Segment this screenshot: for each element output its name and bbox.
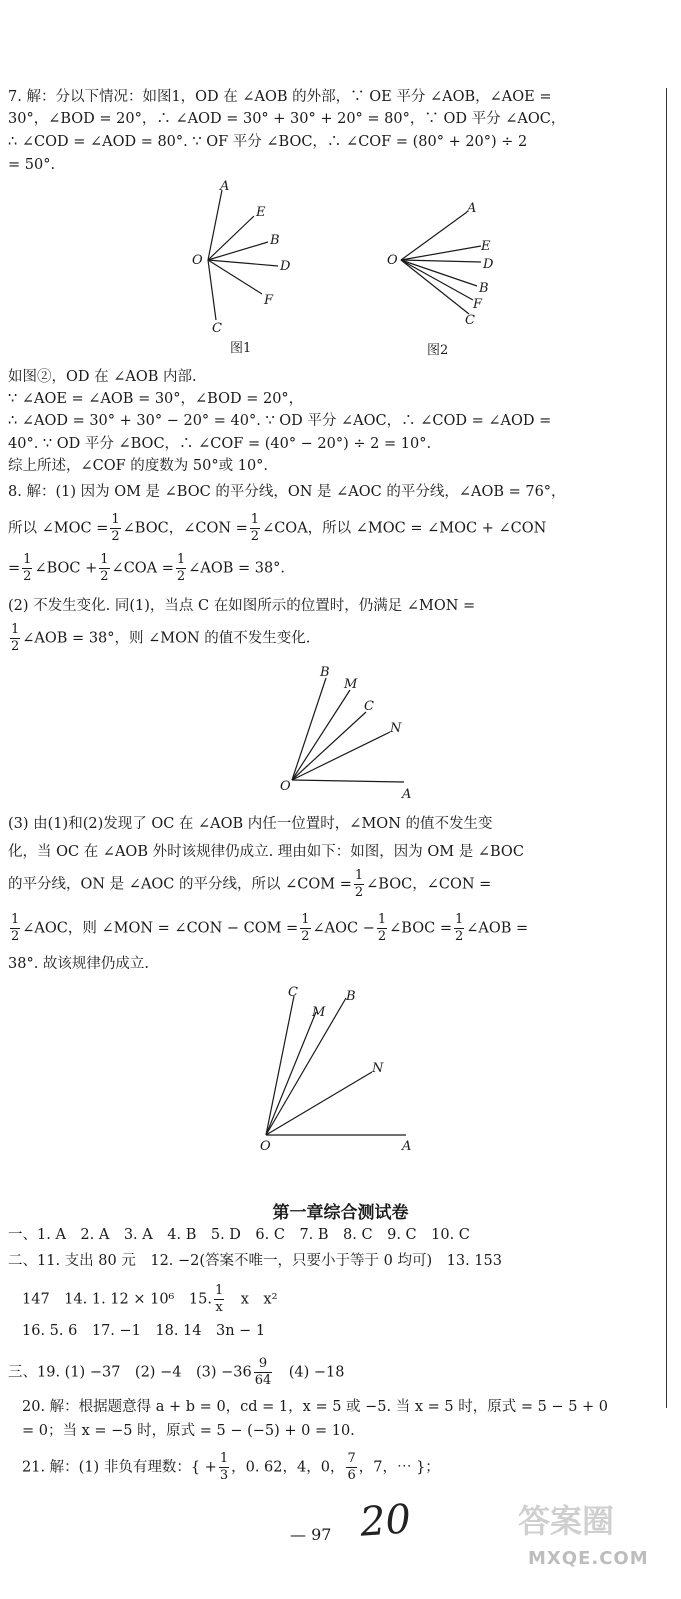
ray-om: [266, 1012, 316, 1135]
label-a: A: [402, 787, 412, 802]
ray-oc: [401, 260, 469, 314]
figure-1: [190, 180, 310, 365]
q8-line-4: (2) 不发生变化. 同(1)，当点 C 在如图所示的位置时，仍满足 ∠MON =: [8, 598, 476, 614]
watermark-logo: 答案圈: [518, 1502, 615, 1540]
figure-2: [385, 196, 505, 366]
label-e: E: [481, 239, 491, 254]
ray-ob: [401, 260, 477, 286]
q8-line-8: 的平分线，ON 是 ∠AOC 的平分线，所以 ∠COM = $\frac{1}{2}$ ∠BOC，∠CON =: [8, 868, 492, 900]
ray-ob: [266, 998, 346, 1135]
ray-on: [266, 1072, 372, 1135]
test-row-8: 21. 解：(1) 非负有理数：{ + $\frac{1}{3}$ ，0. 62，4，0， $\frac{7}{6}$ ，7，⋯ }；: [22, 1451, 440, 1483]
q7-line-9: 综上所述，∠COF 的度数为 50°或 10°.: [8, 458, 269, 474]
label-c: C: [465, 313, 475, 328]
q8-line-10: 38°. 故该规律仍成立.: [8, 956, 150, 972]
test-row-1: 一、1. A 2. A 3. A 4. B 5. D 6. C 7. B 8. C 9. C 10. C: [8, 1227, 470, 1243]
ray-oa: [292, 780, 404, 782]
label-m: M: [312, 1005, 326, 1020]
ray-oc: [266, 996, 294, 1135]
q8-line-6: (3) 由(1)和(2)发现了 OC 在 ∠AOB 内任一位置时，∠MON 的值不发生变: [8, 816, 493, 832]
label-d: D: [483, 257, 494, 272]
test-row-6: 20. 解：根据题意得 a + b = 0，cd = 1，x = 5 或 −5. 当 x = 5 时，原式 = 5 − 5 + 0: [22, 1399, 609, 1415]
label-o: O: [260, 1139, 271, 1154]
q7-line-6: ∵ ∠AOE = ∠AOB = 30°，∠BOD = 20°，: [8, 391, 304, 407]
label-o: O: [387, 253, 398, 268]
test-row-2: 二、11. 支出 80 元 12. −2(答案不唯一，只要小于等于 0 均可) 13. 153: [8, 1253, 502, 1269]
q7-line-3: ∴ ∠COD = ∠AOD = 80°. ∵ OF 平分 ∠BOC，∴ ∠COF = (80° + 20°) ÷ 2: [8, 134, 528, 150]
q7-line-4: = 50°.: [8, 157, 56, 173]
label-a: A: [220, 180, 230, 194]
test-row-3: 147 14. 1. 12 × 10⁶ 15. $\frac{1}{x}$ x x²: [22, 1283, 278, 1315]
q8-line-3: = $\frac{1}{2}$ ∠BOC + $\frac{1}{2}$ ∠COA = $\frac{1}{2}$ ∠AOB = 38°.: [8, 552, 286, 584]
q8-line-1: 8. 解：(1) 因为 OM 是 ∠BOC 的平分线，ON 是 ∠AOC 的平分线，∠AOB = 76°，: [8, 484, 566, 500]
q8-line-9: $\frac{1}{2}$ ∠AOC，则 ∠MON = ∠CON − COM = $\frac{1}{2}$ ∠AOC − $\frac{1}{2}$ ∠BOC = $\frac{1}{2}$ ∠AOB =: [11, 912, 529, 944]
ray-oa: [208, 190, 222, 260]
ray-of: [401, 260, 473, 300]
figure-4: [254, 980, 424, 1155]
ray-oe: [401, 246, 481, 260]
watermark-text: MXQE.COM: [528, 1548, 649, 1569]
margin-rule: [666, 88, 667, 1408]
page-number: — 97: [290, 1525, 332, 1544]
label-m: M: [344, 677, 358, 692]
label-o: O: [280, 779, 291, 794]
test-row-7: = 0；当 x = −5 时，原式 = 5 − (−5) + 0 = 10.: [22, 1423, 355, 1439]
ray-od: [401, 260, 481, 262]
figure-2-caption: 图2: [427, 343, 449, 358]
q8-line-7: 化，当 OC 在 ∠AOB 外时该规律仍成立. 理由如下：如图，因为 OM 是 ∠BOC: [8, 844, 524, 860]
label-f: F: [473, 297, 483, 312]
q7-line-2: 30°，∠BOD = 20°，∴ ∠AOD = 30° + 30° + 20° = 80°，∵ OD 平分 ∠AOC，: [8, 111, 566, 127]
label-d: D: [280, 259, 291, 274]
label-f: F: [264, 293, 274, 308]
label-a: A: [467, 201, 477, 216]
ray-oa: [401, 212, 467, 260]
label-b: B: [479, 281, 489, 296]
q8-line-2: 所以 ∠MOC = $\frac{1}{2}$ ∠BOC，∠CON = $\frac{1}{2}$ ∠COA，所以 ∠MOC = ∠MOC + ∠CON: [8, 512, 547, 544]
label-o: O: [192, 253, 203, 268]
label-c: C: [364, 699, 374, 714]
q8-line-5: $\frac{1}{2}$ ∠AOB = 38°，则 ∠MON 的值不发生变化.: [11, 622, 311, 654]
ray-of: [208, 260, 262, 294]
ray-on: [292, 732, 390, 780]
test-row-5: 三、19. (1) −37 (2) −4 (3) −36 $\frac{9}{64}$ (4) −18: [8, 1356, 345, 1388]
q7-line-8: 40°. ∵ OD 平分 ∠BOC，∴ ∠COF = (40° − 20°) ÷ 2 = 10°.: [8, 436, 432, 452]
label-b: B: [346, 989, 356, 1004]
test-row-4: 16. 5. 6 17. −1 18. 14 3n − 1: [22, 1323, 266, 1339]
handwritten-page-mark: 20: [358, 1496, 413, 1546]
ray-od: [208, 260, 278, 266]
label-n: N: [390, 721, 402, 736]
ray-oc: [208, 260, 216, 320]
label-b: B: [320, 665, 330, 680]
figure-1-caption: 图1: [230, 341, 252, 356]
label-a: A: [402, 1139, 412, 1154]
q7-line-5: 如图②，OD 在 ∠AOB 内部.: [8, 369, 197, 385]
label-b: B: [270, 233, 280, 248]
label-n: N: [372, 1061, 384, 1076]
label-c: C: [288, 985, 298, 1000]
label-e: E: [256, 205, 266, 220]
q7-line-7: ∴ ∠AOD = 30° + 30° − 20° = 40°. ∵ OD 平分 ∠AOC，∴ ∠COD = ∠AOD =: [8, 413, 552, 429]
test-title: 第一章综合测试卷: [272, 1203, 409, 1223]
figure-3: [280, 662, 420, 802]
label-c: C: [212, 321, 222, 336]
q7-line-1: 7. 解：分以下情况：如图1，OD 在 ∠AOB 的外部，∵ OE 平分 ∠AOB，∠AOE =: [8, 89, 552, 105]
